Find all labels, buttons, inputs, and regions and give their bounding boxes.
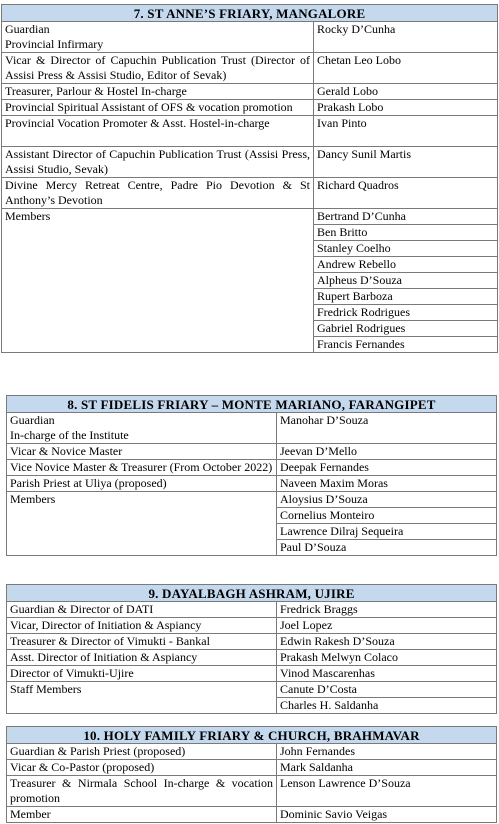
table-row <box>2 22 498 53</box>
name-cell: Ivan Pinto <box>314 116 498 147</box>
dayalbagh-table <box>6 584 497 714</box>
name-cell: Manohar D’Souza <box>277 413 497 444</box>
name-cell: Deepak Fernandes <box>277 460 497 476</box>
name-cell: Rupert Barboza <box>314 289 498 305</box>
name-cell: Canute D’Costa <box>277 682 497 698</box>
table-row <box>7 807 497 823</box>
name-cell: Prakash Melwyn Colaco <box>277 650 497 666</box>
table-row <box>7 666 497 682</box>
table-row <box>7 760 497 776</box>
role-cell: Guardian & Director of DATI <box>7 602 277 618</box>
name-cell: Jeevan D’Mello <box>277 444 497 460</box>
table-row <box>2 100 498 116</box>
name-cell: Dominic Savio Veigas <box>277 807 497 823</box>
name-cell: Fredrick Rodrigues <box>314 305 498 321</box>
role-cell: Members <box>7 492 277 556</box>
name-cell: Bertrand D’Cunha <box>314 209 498 225</box>
role-cell: Guardian & Parish Priest (proposed) <box>7 744 277 760</box>
table-row <box>2 116 498 147</box>
role-cell <box>2 22 314 53</box>
role-text: In-charge of the Institute <box>10 428 129 442</box>
st-fidelis-table <box>6 395 497 556</box>
name-cell: Richard Quadros <box>314 178 498 209</box>
role-cell: Provincial Spiritual Assistant of OFS & vocation promotion <box>2 100 314 116</box>
section-title: 9. DAYALBAGH ASHRAM, UJIRE <box>7 585 497 602</box>
name-cell: Gabriel Rodrigues <box>314 321 498 337</box>
name-cell: Charles H. Saldanha <box>277 698 497 714</box>
role-cell: Vicar, Director of Initiation & Aspiancy <box>7 618 277 634</box>
name-cell: Andrew Rebello <box>314 257 498 273</box>
table-row <box>7 650 497 666</box>
holy-family-table <box>6 726 497 823</box>
role-text: Guardian <box>10 413 55 427</box>
name-cell: Lawrence Dilraj Sequeira <box>277 524 497 540</box>
role-text: Provincial Infirmary <box>5 37 104 51</box>
role-cell: Vice Novice Master & Treasurer (From October 2022) <box>7 460 277 476</box>
table-row <box>2 53 498 84</box>
role-cell: Divine Mercy Retreat Centre, Padre Pio Devotion & St Anthony’s Devotion <box>2 178 314 209</box>
name-cell: Francis Fernandes <box>314 337 498 353</box>
role-cell: Staff Members <box>7 682 277 714</box>
name-cell: Fredrick Braggs <box>277 602 497 618</box>
name-cell: John Fernandes <box>277 744 497 760</box>
role-cell: Director of Vimukti-Ujire <box>7 666 277 682</box>
role-cell: Treasurer & Nirmala School In-charge & vocation promotion <box>7 776 277 807</box>
section-title: 8. ST FIDELIS FRIARY – MONTE MARIANO, FARANGIPET <box>7 396 497 413</box>
name-cell: Dancy Sunil Martis <box>314 147 498 178</box>
name-cell: Ben Britto <box>314 225 498 241</box>
table-row <box>2 84 498 100</box>
table-row <box>7 744 497 760</box>
role-text: Guardian <box>5 22 50 36</box>
table-row <box>7 618 497 634</box>
name-cell: Mark Saldanha <box>277 760 497 776</box>
name-cell: Stanley Coelho <box>314 241 498 257</box>
role-cell <box>7 413 277 444</box>
role-cell: Assistant Director of Capuchin Publication Trust (Assisi Press, Assisi Studio, Sevak) <box>2 147 314 178</box>
role-cell: Asst. Director of Initiation & Aspiancy <box>7 650 277 666</box>
name-cell: Lenson Lawrence D’Souza <box>277 776 497 807</box>
name-cell: Edwin Rakesh D’Souza <box>277 634 497 650</box>
name-cell: Cornelius Monteiro <box>277 508 497 524</box>
st-annes-table <box>1 4 498 353</box>
role-cell: Vicar & Novice Master <box>7 444 277 460</box>
table-row <box>7 444 497 460</box>
role-cell: Members <box>2 209 314 353</box>
role-cell: Vicar & Director of Capuchin Publication Trust (Director of Assisi Press & Assisi Studio, Editor of Sevak) <box>2 53 314 84</box>
name-cell: Vinod Mascarenhas <box>277 666 497 682</box>
table-row <box>7 634 497 650</box>
role-cell: Provincial Vocation Promoter & Asst. Hostel-in-charge <box>2 116 314 147</box>
name-cell: Alpheus D’Souza <box>314 273 498 289</box>
table-row <box>7 460 497 476</box>
section-holy-family-friary <box>6 726 497 823</box>
table-row <box>2 147 498 178</box>
section-dayalbagh-ashram <box>6 584 497 714</box>
role-cell: Treasurer & Director of Vimukti - Bankal <box>7 634 277 650</box>
table-row <box>7 492 497 508</box>
table-row <box>7 602 497 618</box>
section-title: 7. ST ANNE’S FRIARY, MANGALORE <box>2 5 498 22</box>
name-cell: Naveen Maxim Moras <box>277 476 497 492</box>
section-st-annes-friary <box>1 4 498 353</box>
name-cell: Paul D’Souza <box>277 540 497 556</box>
name-cell: Joel Lopez <box>277 618 497 634</box>
section-title: 10. HOLY FAMILY FRIARY & CHURCH, BRAHMAVAR <box>7 727 497 744</box>
table-row <box>7 682 497 698</box>
name-cell: Chetan Leo Lobo <box>314 53 498 84</box>
role-cell: Member <box>7 807 277 823</box>
role-cell: Vicar & Co-Pastor (proposed) <box>7 760 277 776</box>
role-cell: Treasurer, Parlour & Hostel In-charge <box>2 84 314 100</box>
table-row <box>7 776 497 807</box>
table-row <box>2 178 498 209</box>
name-cell: Rocky D’Cunha <box>314 22 498 53</box>
table-row <box>2 209 498 225</box>
table-row <box>7 413 497 444</box>
table-row <box>7 476 497 492</box>
name-cell: Gerald Lobo <box>314 84 498 100</box>
section-st-fidelis-friary <box>6 395 497 556</box>
name-cell: Prakash Lobo <box>314 100 498 116</box>
name-cell: Aloysius D’Souza <box>277 492 497 508</box>
role-cell: Parish Priest at Uliya (proposed) <box>7 476 277 492</box>
